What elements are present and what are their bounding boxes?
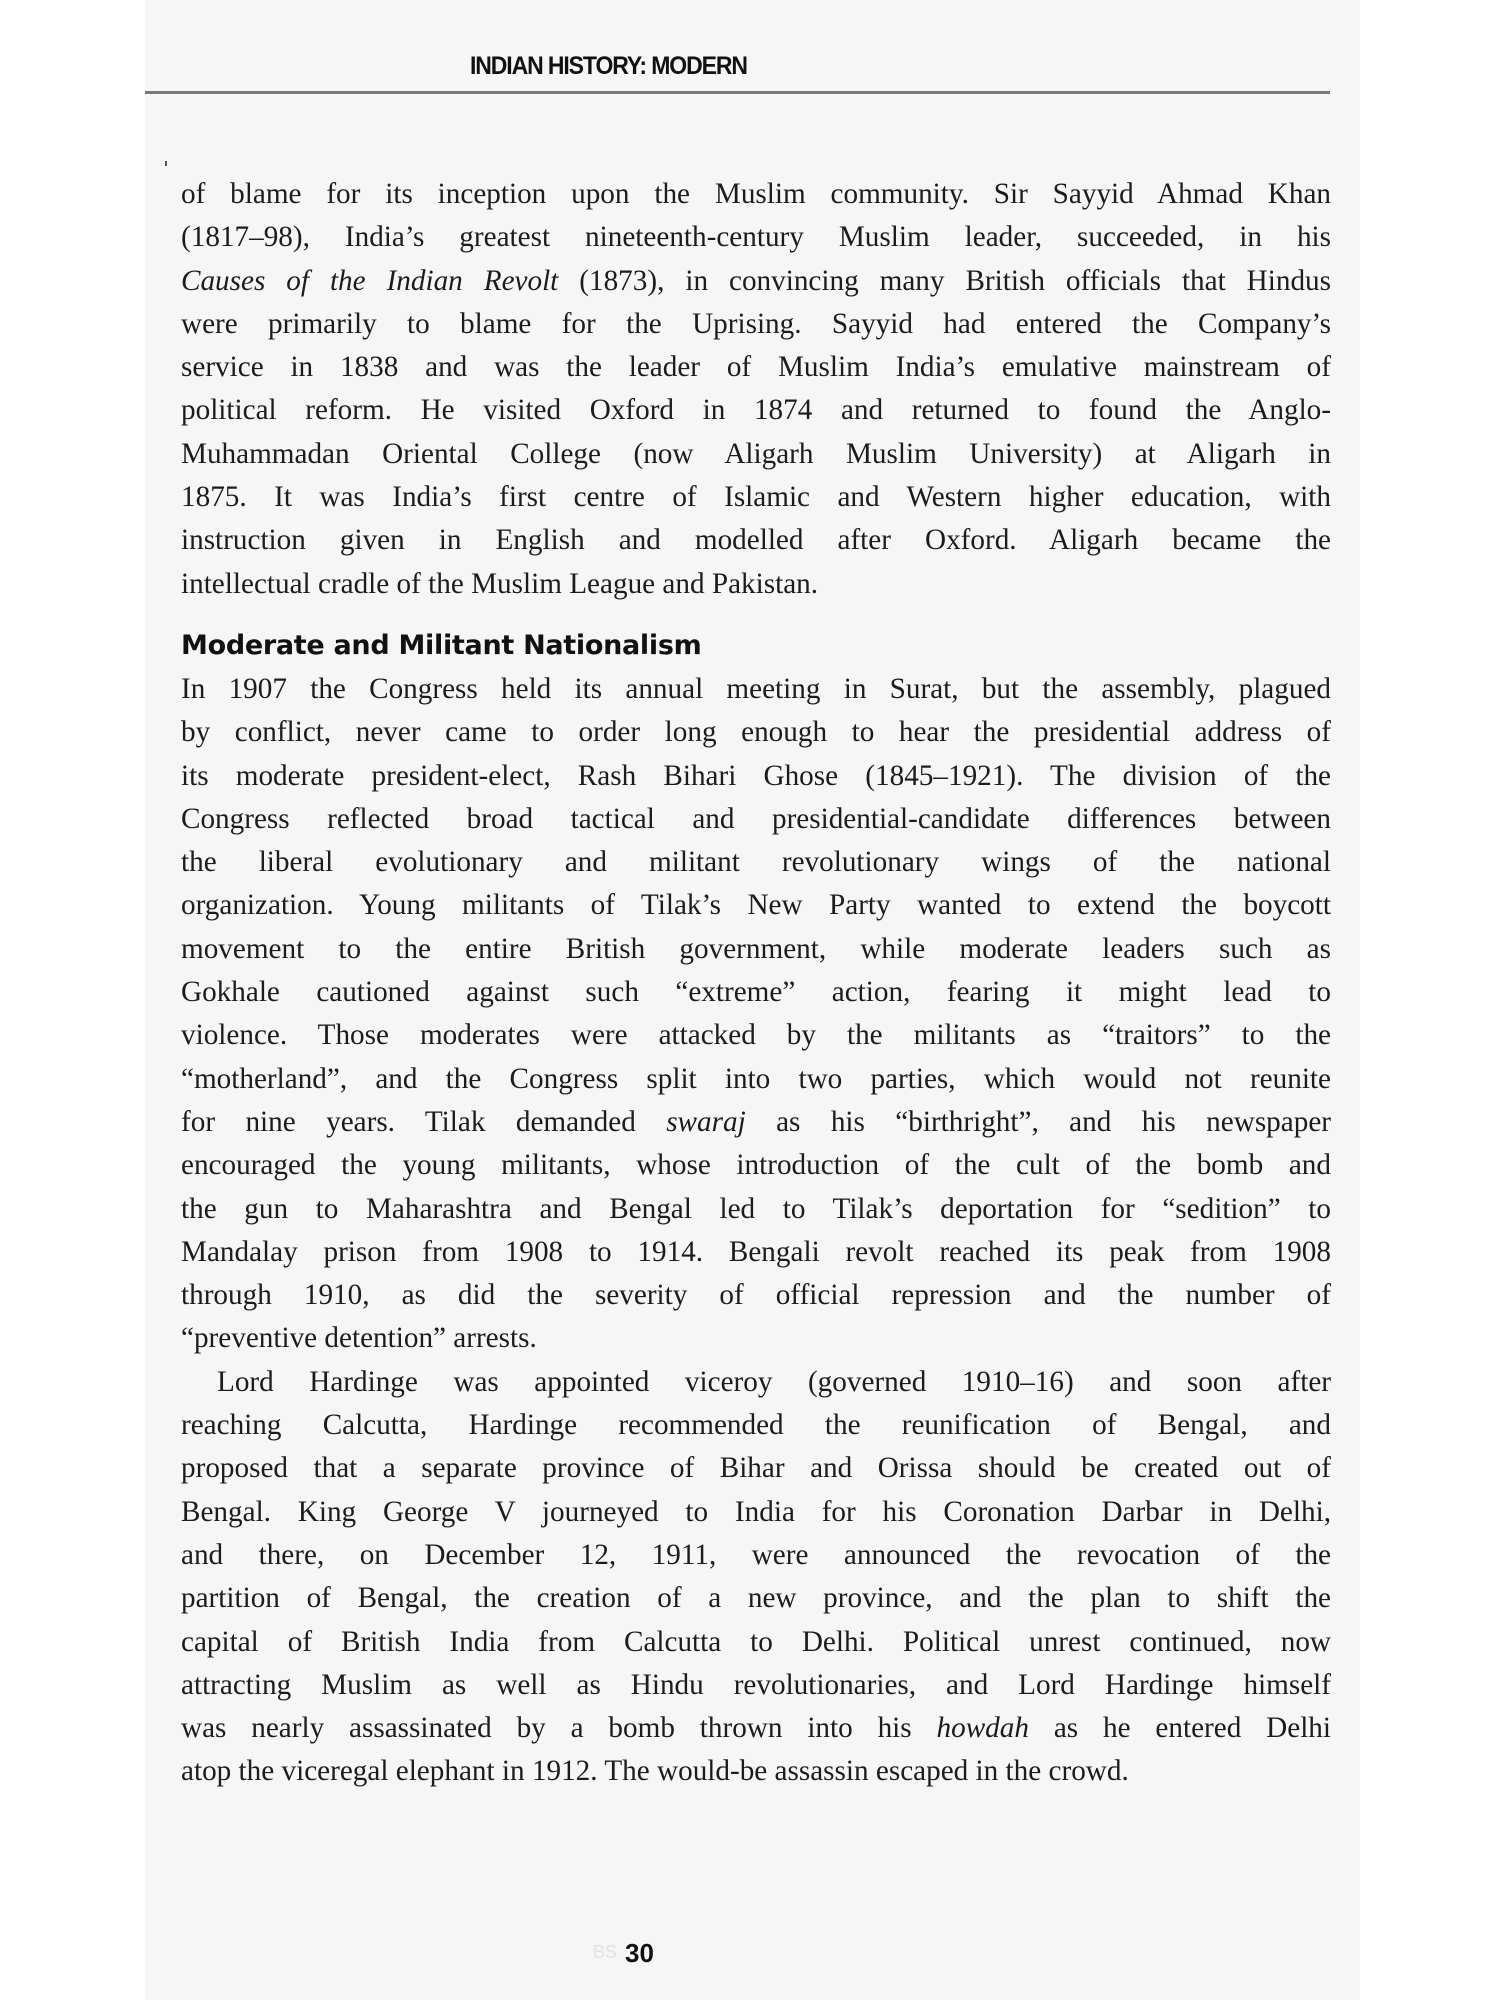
text-line: instruction given in English and modelled after Oxford. Aligarh became the [181,524,1331,557]
italic-term: Causes of the Indian Revolt [181,264,559,297]
page-number: 30 [625,1938,654,1968]
text-line: Bengal. King George V journeyed to India for his Coronation Darbar in Delhi, [181,1495,1331,1528]
section-heading: Moderate and Militant Nationalism [181,629,702,661]
text-line: “preventive detention” arrests. [181,1322,537,1355]
text-line: was nearly assassinated by a bomb thrown into his howdah as he entered Delhi [181,1712,1332,1745]
text-line: organization. Young militants of Tilak’s New Party wanted to extend the boycott [181,889,1331,922]
text-line: attracting Muslim as well as Hindu revolutionaries, and Lord Hardinge himself [181,1668,1331,1701]
text-line: 1875. It was India’s first centre of Islamic and Western higher education, with [181,481,1331,514]
text-line: political reform. He visited Oxford in 1874 and returned to found the Anglo- [181,394,1331,427]
text-line: partition of Bengal, the creation of a new province, and the plan to shift the [181,1582,1331,1615]
text-line: and there, on December 12, 1911, were announced the revocation of the [181,1538,1331,1571]
paragraph-lord-hardinge [181,1361,1331,1794]
text-line: Congress reflected broad tactical and presidential-candidate differences between [181,802,1331,835]
text-line: through 1910, as did the severity of official repression and the number of [181,1279,1331,1312]
text-line: “motherland”, and the Congress split into two parties, which would not reunite [181,1062,1331,1095]
running-head-title: INDIAN HISTORY: MODERN [470,52,747,80]
paragraph-sayyid-ahmad-khan [181,173,1331,606]
text-line: of blame for its inception upon the Muslim community. Sir Sayyid Ahmad Khan [181,178,1331,210]
text-line: proposed that a separate province of Bihar and Orissa should be created out of [181,1452,1331,1485]
text-line: Mandalay prison from 1908 to 1914. Bengali revolt reached its peak from 1908 [181,1235,1331,1268]
text-line: atop the viceregal elephant in 1912. The would-be assassin escaped in the crowd. [181,1755,1129,1788]
book-page [145,0,1360,2000]
text-line: capital of British India from Calcutta to Delhi. Political unrest continued, now [181,1625,1331,1658]
text-line: Muhammadan Oriental College (now Aligarh Muslim University) at Aligarh in [181,437,1331,470]
header-rule [145,91,1330,94]
text-line: service in 1838 and was the leader of Muslim India’s emulative mainstream of [181,351,1331,384]
text-line: the gun to Maharashtra and Bengal led to Tilak’s deportation for “sedition” to [181,1192,1331,1225]
text-line: violence. Those moderates were attacked by the militants as “traitors” to the [181,1019,1331,1052]
text-line: for nine years. Tilak demanded swaraj as his “birthright”, and his newspaper [181,1105,1331,1138]
text-line: In 1907 the Congress held its annual meeting in Surat, but the assembly, plagued [181,672,1331,705]
text-line: intellectual cradle of the Muslim League and Pakistan. [181,567,819,600]
text-line: Lord Hardinge was appointed viceroy (governed 1910–16) and soon after [217,1365,1331,1398]
text-line: were primarily to blame for the Uprising. Sayyid had entered the Company’s [181,307,1331,340]
italic-term: howdah [936,1712,1029,1745]
text-line: encouraged the young militants, whose introduction of the cult of the bomb and [181,1149,1331,1182]
text-line: movement to the entire British government, while moderate leaders such as [181,932,1331,965]
italic-term: swaraj [666,1105,746,1138]
text-line: by conflict, never came to order long enough to hear the presidential address of [181,716,1331,749]
text-line: reaching Calcutta, Hardinge recommended the reunification of Bengal, and [181,1409,1331,1442]
text-line: Gokhale cautioned against such “extreme” action, fearing it might lead to [181,976,1331,1009]
ghost-watermark: BS [593,1942,618,1962]
running-head [145,0,1360,96]
text-line: (1817–98), India’s greatest nineteenth-century Muslim leader, succeeded, in his [181,221,1331,254]
body-text [181,173,1331,1794]
text-line: Causes of the Indian Revolt (1873), in convincing many British officials that Hindus [181,264,1331,297]
text-line: its moderate president-elect, Rash Bihari Ghose (1845–1921). The division of the [181,759,1331,792]
stray-print-mark [165,161,167,166]
text-line: the liberal evolutionary and militant revolutionary wings of the national [181,846,1331,879]
paragraph-surat-congress [181,668,1331,1361]
